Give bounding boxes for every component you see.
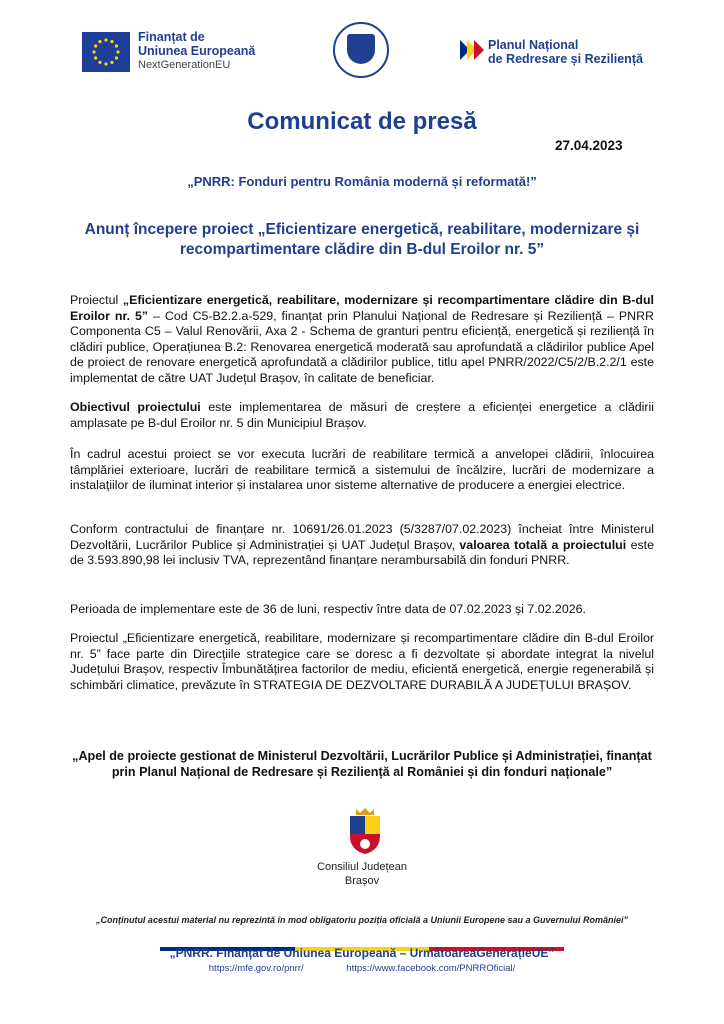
disclaimer: „Conținutul acestui material nu reprezintă în mod obligatoriu poziția oficială a Uniunii Europene sau a Guvernului României” [95, 915, 629, 925]
document-title: Comunicat de presă [247, 108, 477, 135]
pnrr-logo [458, 36, 484, 64]
document-date: 27.04.2023 [555, 138, 623, 153]
eu-flag-logo [82, 32, 130, 72]
paragraph-period: Perioada de implementare este de 36 de luni, respectiv între data de 07.02.2023 și 7.02.2026. [70, 602, 586, 616]
county-council-crest-icon [346, 806, 384, 856]
paragraph-works: În cadrul acestui proiect se vor executa lucrări de reabilitare termică a anvelopei clădirii, înlocuirea tâmplăriei exterioare, lucrări de reabilitare termică a sistemului de încălzire, lucrări de modernizare a instalațiilor de iluminat interior și instalarea unor sisteme alternative de producere a energiei electrice. [70, 447, 654, 492]
pnrr-label: Planul Național de Redresare și Reziliență [488, 38, 643, 66]
county-council-label: Consiliul Județean Brașov [317, 861, 407, 887]
closing-statement: „Apel de proiecte gestionat de Ministerul Dezvoltării, Lucrărilor Publice și Administrației, finanțat prin Planul Național de Redresare și Reziliență al României și din fonduri naționale” [72, 749, 652, 779]
announcement-heading: Anunț începere proiect „Eficientizare energetică, reabilitare, modernizare și recompartimentare clădire din B-dul Eroilor nr. 5” [84, 221, 640, 258]
paragraph-contract: Conform contractului de finanțare nr. 10691/26.01.2023 (5/3287/07.02.2023) încheiat între Ministerul Dezvoltării, Lucrărilor Publice și Administrației și UAT Județul Brașov, valoarea totală a proiectului este de 3.593.890,98 lei inclusiv TVA, reprezentând finanțare nerambursabilă din fonduri PNRR. [70, 522, 654, 567]
eu-funding-label: Finanțat de Uniunea Europeană NextGenerationEU [138, 30, 256, 71]
paragraph-project-intro: Proiectul „Eficientizare energetică, reabilitare, modernizare și recompartimentare clădire din B-dul Eroilor nr. 5” – Cod C5-B2.2.a-529, finanțat prin Planului Național de Redresare și Reziliență – PNRR Componenta C5 – Valul Renovării, Axa 2 - Schema de granturi pentru eficiență, energetică și reziliență în clădiri publice, Operațiunea B.2: Renovarea energetică moderată sau aprofundată a clădirilor publice Apel de proiect de renovare energetică aprofundată a clădirilor publice, titlu apel PNRR/2022/C5/2/B.2.2/1 este implementat de către UAT Județul Brașov, în calitate de beneficiar. [70, 293, 654, 385]
paragraph-objective: Obiectivul proiectului este implementarea de măsuri de creștere a eficienței energetice a clădirii amplasate pe B-dul Eroilor nr. 5 din Municipiul Brașov. [70, 400, 654, 430]
coat-of-arms-icon [347, 34, 375, 64]
footer-links [0, 963, 724, 974]
paragraph-strategy: Proiectul „Eficientizare energetică, reabilitare, modernizare și recompartimentare clădire din B-dul Eroilor nr. 5” face parte din Direcțiile strategice care se doresc a fi dezvoltate și abordate integrat la nivelul Județului Brașov, respectiv Îmbunătățirea factorilor de mediu, eficientă energetică, energie regenerabilă și schimbări climatice, prevăzute în STRATEGIA DE DEZVOLTARE DURABILĂ A JUDEȚULUI BRAȘOV. [70, 631, 654, 692]
link-facebook[interactable]: https://www.facebook.com/PNRROficial/ [346, 963, 516, 974]
romanian-flag-bar [160, 938, 564, 942]
footer-tagline: „PNRR. Finanțat de Uniunea Europeană – UrmătoareaGenerațieUE” [169, 946, 555, 960]
link-mfe[interactable]: https://mfe.gov.ro/pnrr/ [208, 963, 304, 974]
slogan: „PNRR: Fonduri pentru România modernă și reformată!” [187, 174, 537, 189]
